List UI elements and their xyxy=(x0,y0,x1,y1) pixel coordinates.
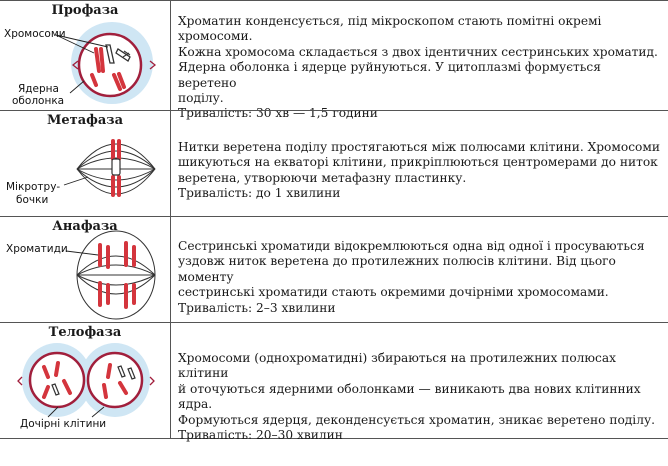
desc-line: сестринські хроматиди стають окремими дочірніми хромосомами. xyxy=(178,285,609,300)
label-chromosomes: Хромосоми xyxy=(4,28,66,40)
desc-line: Ядерна оболонка і ядерце руйнуються. У цитоплазмі формується веретено xyxy=(178,60,601,90)
row-telophase xyxy=(0,322,668,443)
desc-line: Нитки веретена поділу простягаються між полюсами клітини. Хромосоми xyxy=(178,140,660,154)
phase-title: Метафаза xyxy=(46,113,123,128)
label-envelope: оболонка xyxy=(12,95,65,107)
desc-line: Хромосоми (однохроматидні) збираються на протилежних полюсах клітини xyxy=(178,351,616,381)
telophase-illustration xyxy=(0,323,170,438)
prophase-illustration xyxy=(0,1,170,111)
phase-title: Анафаза xyxy=(52,219,118,234)
metaphase-illustration xyxy=(0,111,170,217)
desc-line: веретена, утворюючи метафазну пластинку. xyxy=(178,170,467,185)
duration: Тривалість: 30 хв — 1,5 години xyxy=(178,106,378,121)
desc-line: Формуються ядерця, деконденсується хроматин, зникає веретено поділу. xyxy=(178,412,655,427)
desc-line: й оточуються ядерними оболонками — виникають два нових клітинних ядра. xyxy=(178,381,641,412)
desc-line: поділу. xyxy=(178,91,224,106)
duration: Тривалість: до 1 хвилини xyxy=(178,186,341,201)
phase-title: Телофаза xyxy=(48,325,122,340)
desc-line: Кожна хромосома складається з двох ідентичних сестринських хроматид. xyxy=(178,44,658,59)
prophase-description xyxy=(178,14,660,124)
phase-title: Профаза xyxy=(51,3,119,18)
column-divider xyxy=(170,111,171,217)
desc-line: шикуються на екваторі клітини, прикріплюються центромерами до ниток xyxy=(178,155,658,170)
column-divider xyxy=(170,323,171,438)
anaphase-illustration xyxy=(0,217,170,323)
column-divider xyxy=(170,217,171,323)
duration: Тривалість: 2–3 хвилини xyxy=(178,300,336,315)
label-microtubules-2: бочки xyxy=(16,194,49,206)
duration: Тривалість: 20–30 хвилин xyxy=(178,428,343,443)
desc-line: Хроматин конденсується, під мікроскопом стають помітні окремі хромосоми. xyxy=(178,14,602,44)
label-daughter-cells: Дочірні клітини xyxy=(20,418,107,430)
column-divider xyxy=(170,1,171,111)
row-metaphase xyxy=(0,110,668,217)
label-microtubules-1: Мікротру- xyxy=(6,181,61,193)
desc-line: Сестринські хроматиди відокремлюються одна від одної і просуваються xyxy=(178,239,645,253)
row-anaphase xyxy=(0,216,668,323)
label-nuclear: Ядерна xyxy=(18,83,59,95)
telophase-description xyxy=(178,351,660,466)
desc-line: уздовж ниток веретена до протилежних полюсів клітини. Від цього моменту xyxy=(178,254,616,284)
anaphase-cell-drawing xyxy=(0,217,170,323)
label-chromatids: Хроматиди xyxy=(6,243,68,255)
